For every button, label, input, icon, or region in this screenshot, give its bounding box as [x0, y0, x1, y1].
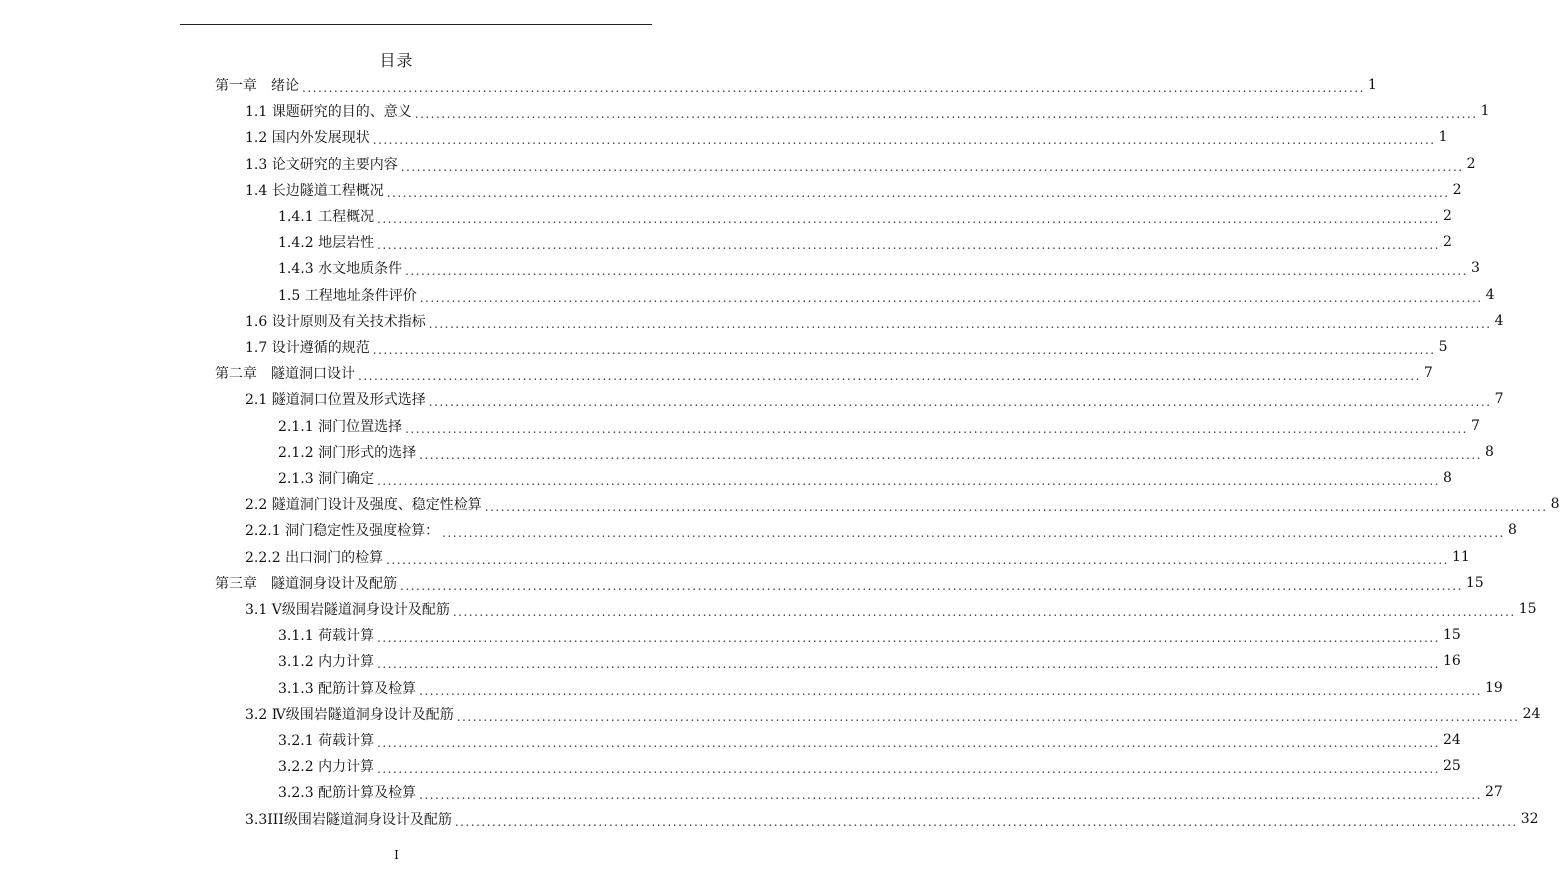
toc-entry-title: 第二章 隧道洞口设计	[215, 366, 355, 383]
toc-entry-title: 1.5 工程地址条件评价	[278, 287, 417, 304]
dot-leader: ........................................................................................................................................................................................................	[456, 709, 1520, 724]
toc-entry[interactable]	[278, 753, 1461, 779]
dot-leader: ........................................................................................................................................................................................................	[452, 605, 1516, 619]
toc-entry-title: 1.1 课题研究的目的、意义	[245, 104, 412, 121]
toc-entry[interactable]	[278, 648, 1461, 674]
toc-entry-title: 1.4 长边隧道工程概况	[245, 182, 384, 199]
toc-entry-title: 1.3 论文研究的主要内容	[245, 156, 398, 173]
toc-entry-page: 32	[1520, 810, 1539, 827]
toc-entry[interactable]	[245, 124, 1448, 150]
toc-entry-page: 2	[1442, 208, 1452, 224]
toc-entry-title: 2.2.2 出口洞门的检算	[245, 549, 384, 566]
dot-leader: ........................................................................................................................................................................................................	[484, 500, 1548, 515]
toc-entry-title: 2.1.3 洞门确定	[278, 471, 375, 487]
toc-entry-page: 8	[1507, 522, 1517, 539]
toc-entry[interactable]	[245, 177, 1462, 203]
toc-entry-title: 3.2.2 内力计算	[278, 759, 375, 776]
toc-entry-title: 1.6 设计原则及有关技术指标	[245, 313, 426, 330]
toc-entry-page: 7	[1470, 417, 1480, 434]
toc-entry-page: 1	[1367, 77, 1377, 93]
toc-entry[interactable]	[278, 439, 1494, 465]
dot-leader: ........................................................................................................................................................................................................	[377, 736, 1440, 750]
toc-entry[interactable]	[278, 779, 1503, 805]
toc-entry-title: 2.1 隧道洞口位置及形式选择	[245, 392, 426, 409]
toc-entry-page: 25	[1442, 758, 1461, 775]
toc-entry[interactable]	[215, 360, 1433, 386]
toc-entry-title: 3.1.3 配筋计算及检算	[278, 680, 417, 697]
toc-entry[interactable]	[278, 465, 1452, 491]
toc-entry-title: 2.2.1 洞门稳定性及强度检算：	[245, 523, 440, 540]
toc-entry[interactable]	[278, 413, 1480, 439]
toc-title: 目录	[379, 51, 414, 70]
toc-entry-title: 2.1.1 洞门位置选择	[278, 418, 403, 435]
dot-leader: ........................................................................................................................................................................................................	[377, 657, 1440, 672]
toc-entry-page: 1	[1480, 103, 1490, 120]
dot-leader: ........................................................................................................................................................................................................	[419, 788, 1482, 803]
toc-entry-title: 1.4.1 工程概况	[278, 209, 375, 225]
toc-entry[interactable]	[245, 517, 1517, 543]
toc-entry[interactable]	[245, 544, 1470, 570]
dot-leader: ........................................................................................................................................................................................................	[377, 762, 1440, 777]
toc-entry-title: 3.2.1 荷载计算	[278, 733, 375, 749]
toc-entry[interactable]	[278, 282, 1495, 308]
dot-leader: ........................................................................................................................................................................................................	[419, 447, 1482, 462]
toc-entry-page: 19	[1484, 679, 1503, 696]
toc-entry-page: 3	[1470, 260, 1480, 277]
dot-leader: ........................................................................................................................................................................................................	[377, 212, 1440, 226]
toc-entry-title: 2.2 隧道洞门设计及强度、稳定性检算	[245, 497, 482, 514]
dot-leader: ........................................................................................................................................................................................................	[386, 552, 1449, 567]
toc-entry[interactable]	[245, 334, 1448, 360]
toc-entry-title: 3.1.2 内力计算	[278, 654, 375, 671]
toc-entry-title: 1.4.3 水文地质条件	[278, 261, 403, 278]
toc-entry[interactable]	[245, 386, 1504, 412]
dot-leader: ........................................................................................................................................................................................................	[372, 343, 1436, 357]
toc-entry-title: 3.3III级围岩隧道洞身设计及配筋	[245, 811, 452, 828]
dot-leader: ........................................................................................................................................................................................................	[419, 290, 1483, 305]
toc-entry-title: 3.2 Ⅳ级围岩隧道洞身设计及配筋	[245, 706, 454, 723]
toc-entry[interactable]	[245, 151, 1476, 177]
toc-entry[interactable]	[245, 98, 1490, 124]
dot-leader: ........................................................................................................................................................................................................	[377, 474, 1440, 488]
toc-entry[interactable]	[278, 675, 1503, 701]
toc-entry-page: 4	[1494, 312, 1504, 329]
toc-entry-page: 8	[1550, 496, 1560, 513]
toc-entry-title: 第一章 绪论	[215, 78, 299, 94]
dot-leader: ........................................................................................................................................................................................................	[377, 631, 1440, 646]
dot-leader: ........................................................................................................................................................................................................	[405, 264, 1468, 279]
dot-leader: ........................................................................................................................................................................................................	[454, 814, 1518, 829]
toc-entry[interactable]	[245, 596, 1537, 622]
toc-entry-page: 2	[1442, 234, 1452, 251]
dot-leader: ........................................................................................................................................................................................................	[428, 316, 1492, 331]
toc-entry[interactable]	[245, 806, 1539, 832]
toc-entry-title: 3.2.3 配筋计算及检算	[278, 785, 417, 802]
toc-entry[interactable]	[215, 570, 1484, 596]
toc-entry-page: 7	[1423, 365, 1433, 382]
toc-entry-page: 8	[1484, 443, 1494, 460]
toc-entry-page: 2	[1466, 155, 1476, 172]
toc-entry-page: 4	[1485, 286, 1495, 303]
toc-entry[interactable]	[278, 229, 1452, 255]
toc-entry-page: 2	[1452, 181, 1462, 198]
toc-entry-title: 第三章 隧道洞身设计及配筋	[215, 575, 397, 592]
toc-entry-page: 15	[1465, 574, 1484, 591]
toc-entry-title: 3.1 Ⅴ级围岩隧道洞身设计及配筋	[245, 602, 450, 618]
dot-leader: ........................................................................................................................................................................................................	[377, 238, 1440, 253]
dot-leader: ........................................................................................................................................................................................................	[442, 526, 1505, 541]
dot-leader: ........................................................................................................................................................................................................	[428, 395, 1492, 410]
dot-leader: ........................................................................................................................................................................................................	[405, 421, 1468, 436]
toc-entry-title: 2.1.2 洞门形式的选择	[278, 444, 417, 461]
toc-entry-page: 11	[1451, 548, 1470, 565]
toc-entry-title: 1.4.2 地层岩性	[278, 235, 375, 252]
toc-entry[interactable]	[278, 727, 1461, 753]
toc-entry[interactable]	[245, 701, 1541, 727]
toc-entry-page: 8	[1442, 470, 1452, 486]
toc-entry-page: 24	[1442, 732, 1461, 748]
toc-entry-page: 15	[1518, 601, 1537, 617]
page-number: I	[394, 848, 399, 862]
header-rule	[180, 24, 652, 25]
toc-entry[interactable]	[245, 308, 1504, 334]
dot-leader: ........................................................................................................................................................................................................	[414, 107, 1478, 122]
toc-entry[interactable]	[278, 203, 1452, 229]
toc-entry-title: 3.1.1 荷载计算	[278, 628, 375, 645]
dot-leader: ........................................................................................................................................................................................................	[419, 683, 1482, 698]
toc-entry-page: 7	[1494, 391, 1504, 408]
toc-entry-page: 24	[1522, 705, 1541, 722]
dot-leader: ........................................................................................................................................................................................................	[386, 185, 1450, 200]
toc-entry[interactable]	[278, 622, 1461, 648]
dot-leader: ........................................................................................................................................................................................................	[400, 159, 1464, 174]
toc-entry-title: 1.7 设计遵循的规范	[245, 340, 370, 356]
toc-entry[interactable]	[278, 255, 1480, 281]
toc-entry[interactable]	[245, 491, 1560, 517]
dot-leader: ........................................................................................................................................................................................................	[358, 369, 1421, 384]
toc-entry-page: 5	[1438, 339, 1448, 355]
toc-entry-page: 16	[1442, 653, 1461, 670]
toc-entry[interactable]	[215, 72, 1377, 98]
dot-leader: ........................................................................................................................................................................................................	[372, 133, 1436, 148]
toc-entry-page: 27	[1484, 784, 1503, 801]
toc-entry-page: 1	[1438, 129, 1448, 146]
toc-entry-page: 15	[1442, 627, 1461, 644]
dot-leader: ........................................................................................................................................................................................................	[400, 578, 1463, 593]
dot-leader: ........................................................................................................................................................................................................	[302, 81, 1365, 95]
toc-entry-title: 1.2 国内外发展现状	[245, 130, 370, 147]
